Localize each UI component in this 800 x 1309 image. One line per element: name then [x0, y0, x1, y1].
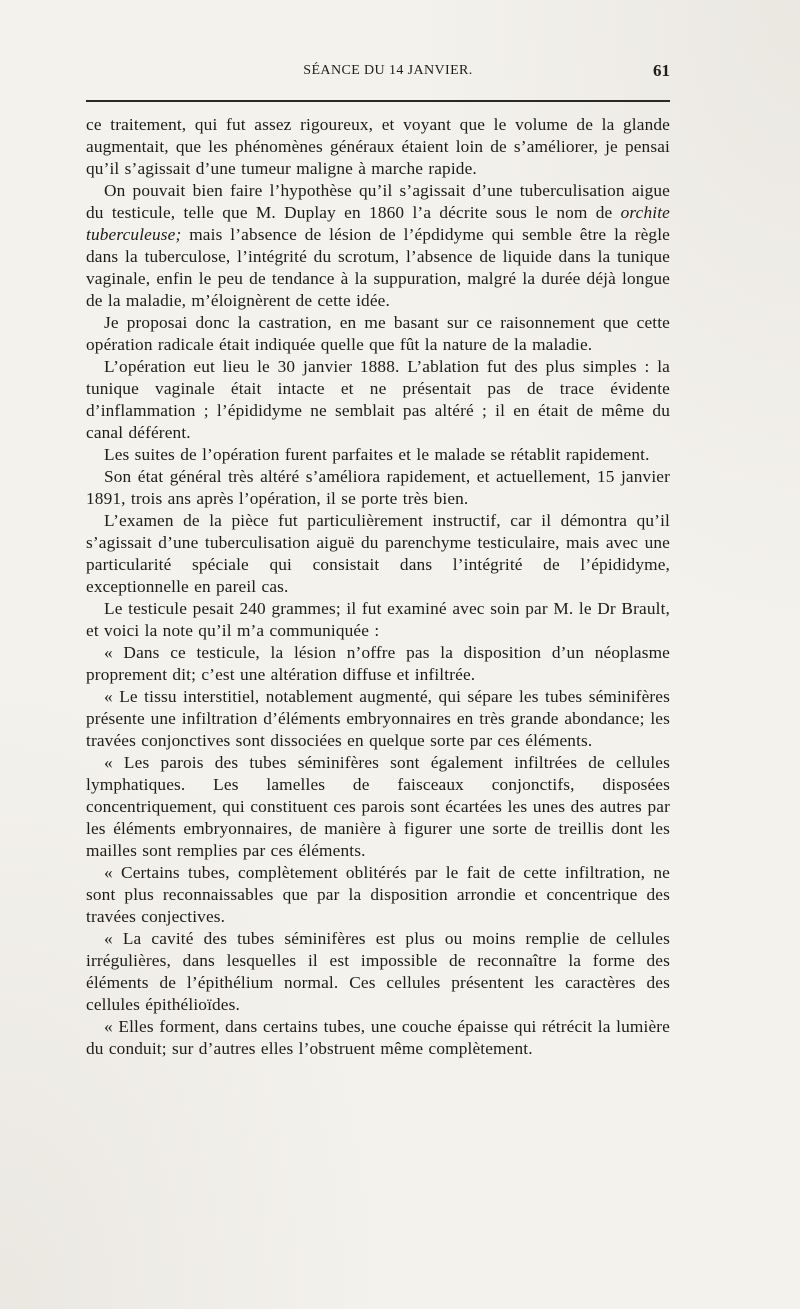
- paragraph: Je proposai donc la castration, en me basant sur ce raisonnement que cette opération radicale était indiquée quelle que fût la nature de la maladie.: [86, 313, 670, 354]
- quote-paragraph: « Elles forment, dans certains tubes, une couche épaisse qui rétrécit la lumière du conduit; sur d’autres elles l’obstruent même complètement.: [86, 1017, 670, 1058]
- quote-paragraph: « Le tissu interstitiel, notablement augmenté, qui sépare les tubes séminifères présente une infiltration d’éléments embryonnaires en très grande abondance; les travées conjonctives sont dissociées en quelque sorte par ces éléments.: [86, 687, 670, 750]
- paragraph: Son état général très altéré s’améliora rapidement, et actuellement, 15 janvier 1891, trois ans après l’opération, il se porte très bien.: [86, 467, 670, 508]
- paragraph-text: On pouvait bien faire l’hypothèse qu’il s’agissait d’une tuberculisation aigue du testicule, telle que M. Duplay en 1860 l’a décrite sous le nom de: [86, 181, 670, 222]
- page-header: [86, 63, 670, 87]
- paragraph: Les suites de l’opération furent parfaites et le malade se rétablit rapidement.: [104, 445, 650, 464]
- paragraph-text: mais l’absence de lésion de l’épdidyme qui semble être la règle dans la tuberculose, l’intégrité du scrotum, l’absence de liquide dans la tunique vaginale, enfin le peu de tendance à la suppuration, malgré la durée déjà longue de la maladie, m’éloignèrent de cette idée.: [86, 225, 670, 310]
- page-number: 61: [653, 61, 670, 80]
- quote-paragraph: « Les parois des tubes séminifères sont également infiltrées de cellules lymphatiques. Les lamelles de faisceaux conjonctifs, disposées concentriquement, qui constituent ces parois sont écartées les unes des autres par les éléments embryonnaires, de manière à figurer une sorte de treillis dont les mailles sont remplies par ces éléments.: [86, 753, 670, 860]
- quote-paragraph: « Certains tubes, complètement oblitérés par le fait de cette infiltration, ne sont plus reconnaissables que par la disposition arrondie et concentrique des travées conjectives.: [86, 863, 670, 926]
- quote-paragraph: « Dans ce testicule, la lésion n’offre pas la disposition d’un néoplasme proprement dit; c’est une altération diffuse et infiltrée.: [86, 643, 670, 684]
- paragraph: L’examen de la pièce fut particulièrement instructif, car il démontra qu’il s’agissait d’une tuberculisation aiguë du parenchyme testiculaire, mais avec une particularité spéciale qui consistait dans l’intégrité de l’épididyme, exceptionnelle en pareil cas.: [86, 511, 670, 596]
- body-text: [86, 114, 670, 1060]
- paragraph: Le testicule pesait 240 grammes; il fut examiné avec soin par M. le Dr Brault, et voici la note qu’il m’a communiquée :: [86, 599, 670, 640]
- paragraph: [86, 180, 670, 312]
- header-rule: [86, 100, 670, 102]
- running-head: SÉANCE DU 14 JANVIER.: [303, 63, 473, 78]
- paragraph: L’opération eut lieu le 30 janvier 1888. L’ablation fut des plus simples : la tunique vaginale était intacte et ne présentait pas de trace évidente d’inflammation ; l’épididyme ne semblait pas altéré ; il en était de même du canal déférent.: [86, 357, 670, 442]
- italic-term: orchite tuberculeuse;: [86, 203, 670, 244]
- quote-paragraph: « La cavité des tubes séminifères est plus ou moins remplie de cellules irrégulières, dans lesquelles il est impossible de reconnaître la forme des éléments de l’épithélium normal. Ces cellules présentent les caractères des cellules épithélioïdes.: [86, 929, 670, 1014]
- paragraph: ce traitement, qui fut assez rigoureux, et voyant que le volume de la glande augmentait, que les phénomènes généraux étaient loin de s’améliorer, je pensai qu’il s’agissait d’une tumeur maligne à marche rapide.: [86, 115, 670, 178]
